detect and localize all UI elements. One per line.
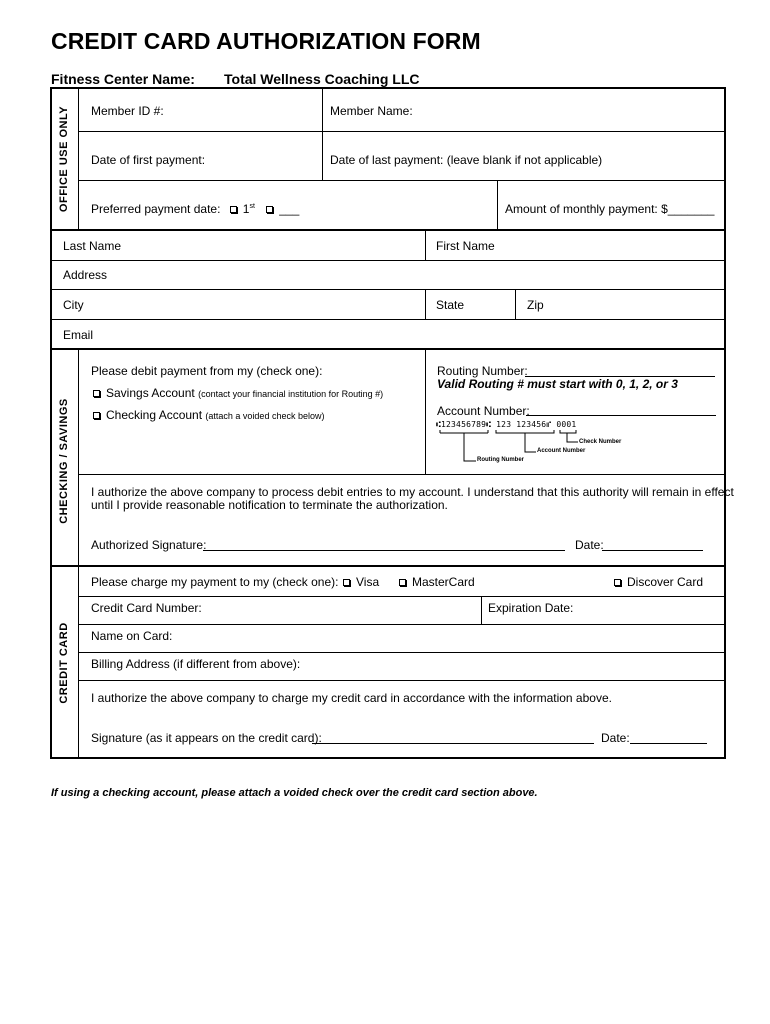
member-name-label: Member Name: [330, 104, 413, 118]
savings-checkbox[interactable] [93, 390, 100, 397]
card-signature-input[interactable] [312, 743, 594, 744]
credit-authorization-text: I authorize the above company to charge my credit card in accordance with the information above. [91, 691, 612, 705]
debit-authorization-text: I authorize the above company to process debit entries to my account. I understand that this authority will remain in effect [91, 485, 734, 499]
address-field[interactable]: Address [63, 268, 108, 282]
last-name-field[interactable]: Last Name [63, 239, 122, 253]
routing-number-label: Routing Number: [437, 364, 528, 378]
city-field[interactable]: City [63, 298, 84, 312]
preferred-date-label: Preferred payment date: 1st ___ [91, 202, 300, 216]
member-id-label: Member ID #: [91, 104, 164, 118]
email-field[interactable]: Email [63, 328, 94, 342]
checking-option[interactable]: Checking Account (attach a voided check below) [93, 408, 324, 422]
fitness-center-label: Fitness Center Name: [51, 71, 195, 87]
credit-card-label: CREDIT CARD [58, 622, 70, 704]
debit-date-label: Date: [575, 538, 604, 552]
debit-authorization-text-2: until I provide reasonable notification to terminate the authorization. [91, 498, 448, 512]
expiration-date-field[interactable]: Expiration Date: [488, 601, 574, 615]
debit-prompt: Please debit payment from my (check one): [91, 364, 323, 378]
billing-address-field[interactable]: Billing Address (if different from above): [91, 657, 301, 671]
option-1-checkbox[interactable] [230, 202, 243, 216]
charge-prompt: Please charge my payment to my (check one): [91, 575, 339, 589]
option-2-blank: ___ [279, 202, 300, 216]
footer-note: If using a checking account, please attach a voided check over the credit card section above. [51, 787, 538, 799]
first-name-field[interactable]: First Name [436, 239, 495, 253]
mastercard-checkbox[interactable] [399, 579, 406, 586]
savings-option[interactable]: Savings Account (contact your financial institution for Routing #) [93, 386, 383, 400]
authorized-signature-label: Authorized Signature: [91, 538, 207, 552]
state-field[interactable]: State [436, 298, 465, 312]
monthly-amount-label[interactable]: Amount of monthly payment: $_______ [505, 202, 715, 216]
card-number-field[interactable]: Credit Card Number: [91, 601, 202, 615]
account-number-caption: Account Number [537, 448, 586, 454]
debit-date-input[interactable] [602, 550, 703, 551]
check-number-caption: Check Number [579, 439, 622, 445]
form-title: CREDIT CARD AUTHORIZATION FORM [51, 28, 481, 54]
card-signature-label: Signature (as it appears on the credit card): [91, 731, 322, 745]
routing-note: Valid Routing # must start with 0, 1, 2, or 3 [437, 377, 678, 391]
fitness-center-value: Total Wellness Coaching LLC [224, 71, 420, 87]
first-payment-label: Date of first payment: [91, 153, 206, 167]
discover-option[interactable]: Discover Card [614, 575, 703, 589]
visa-checkbox[interactable] [343, 579, 350, 586]
credit-date-input[interactable] [630, 743, 707, 744]
option-2-checkbox[interactable] [266, 202, 279, 216]
account-number-input[interactable] [526, 415, 716, 416]
option-1-label: 1 [242, 202, 250, 216]
authorized-signature-input[interactable] [203, 550, 565, 551]
checking-checkbox[interactable] [93, 412, 100, 419]
micr-line: ⑆123456789⑆ 123 123456⑈ 0001 [436, 420, 577, 429]
discover-checkbox[interactable] [614, 579, 621, 586]
office-use-only-label: OFFICE USE ONLY [58, 105, 70, 213]
visa-option[interactable]: Visa [343, 575, 379, 589]
zip-field[interactable]: Zip [527, 298, 544, 312]
checking-savings-label: CHECKING / SAVINGS [58, 398, 70, 524]
routing-number-caption: Routing Number [477, 457, 524, 463]
credit-date-label: Date: [601, 731, 630, 745]
name-on-card-field[interactable]: Name on Card: [91, 629, 173, 643]
account-number-label: Account Number: [437, 404, 530, 418]
mastercard-option[interactable]: MasterCard [399, 575, 475, 589]
last-payment-label: Date of last payment: (leave blank if not applicable) [330, 153, 603, 167]
